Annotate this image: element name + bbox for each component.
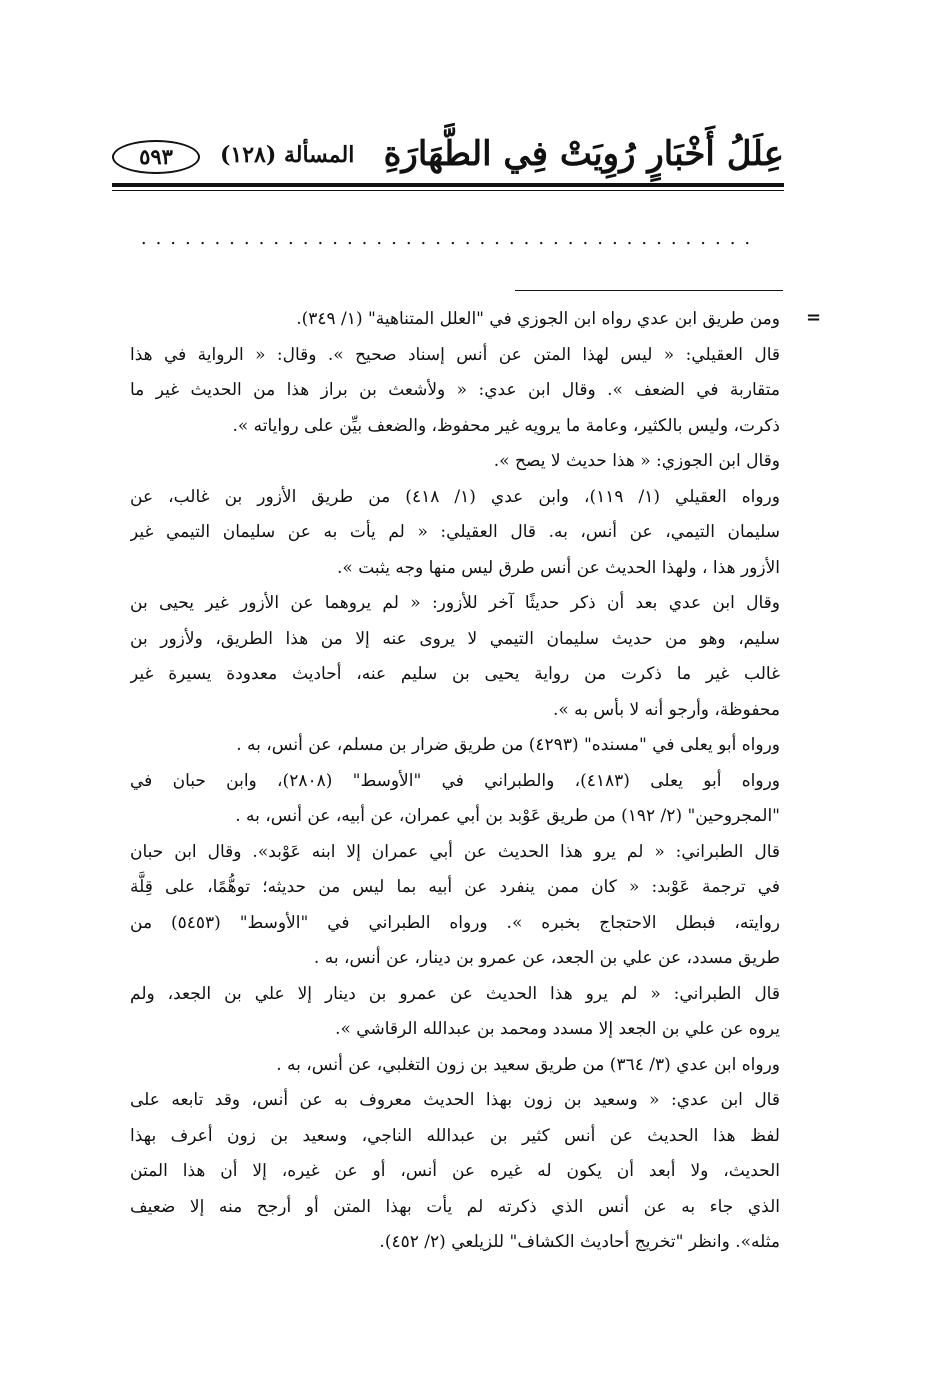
footnote-rule	[515, 290, 783, 291]
text-line: وقال ابن عدي بعد أن ذكر حديثًا آخر للأزور: « لم يروهما عن الأزور غير يحيى بن	[130, 593, 780, 613]
text-line: ذكرت، وليس بالكثير، وعامة ما يرويه غير محفوظ، والضعف بيِّن على رواياته ».	[232, 415, 780, 436]
issue-number: المسألة (١٢٨)	[220, 142, 355, 168]
text-line: سليمان التيمي، عن أنس، به. قال العقيلي: « لم يأت به عن سليمان التيمي غير	[130, 522, 780, 542]
text-line: الذي جاء به عن أنس الذي ذكرته لم يأت بهذا المتن أو أرجح منه إلا ضعيف	[130, 1196, 780, 1217]
text-line: قال ابن عدي: « وسعيد بن زون بهذا الحديث معروف به عن أنس، وقد تابعه على	[130, 1090, 780, 1110]
text-line: روايته، فبطل الاحتجاج بخبره ». ورواه الطبراني في "الأوسط" (٥٤٥٣) من	[130, 912, 780, 933]
text-line: وقال ابن الجوزي: « هذا حديث لا يصح ».	[493, 451, 780, 471]
text-line: الحديث، ولا أبعد أن يكون له غيره عن أنس، أو عن غيره، إلا أن هذا المتن	[130, 1161, 780, 1181]
text-line: قال الطبراني: « لم يرو هذا الحديث عن عمرو بن دينار إلا علي بن الجعد، ولم	[130, 983, 780, 1004]
text-line: محفوظة، وأرجو أنه لا بأس به ».	[552, 699, 780, 720]
book-title: عِلَلُ أَخْبَارٍ رُوِيَتْ فِي الطَّهَارَةِ	[383, 134, 784, 174]
text-line: ومن طريق ابن عدي رواه ابن الجوزي في "العلل المتناهية" (١/ ٣٤٩).	[296, 309, 780, 329]
text-line: ورواه أبو يعلى في "مسنده" (٤٢٩٣) من طريق ضرار بن مسلم، عن أنس، به .	[236, 735, 780, 755]
text-line: الأزور هذا ، ولهذا الحديث عن أنس طرق ليس منها وجه يثبت ».	[337, 557, 780, 578]
footnote-continuation-marker: =	[806, 307, 822, 328]
text-line: قال العقيلي: « ليس لهذا المتن عن أنس إسناد صحيح ». وقال: « الرواية في هذا	[130, 344, 780, 365]
separator-dots: ..........................................	[140, 228, 760, 249]
page-number: ٥٩٣	[112, 140, 200, 174]
text-line: غالب غير ما ذكرت من رواية يحيى بن سليم عنه، أحاديث معدودة يسيرة غير	[130, 664, 780, 684]
text-line: "المجروحين" (٢/ ١٩٢) من طريق عَوْبد بن أبي عمران، عن أبيه، عن أنس، به .	[235, 806, 780, 826]
text-line: ورواه العقيلي (١/ ١١٩)، وابن عدي (١/ ٤١٨) من طريق الأزور بن غالب، عن	[130, 486, 780, 507]
footnote-body	[130, 302, 780, 1261]
text-line: متقاربة في الضعف ». وقال ابن عدي: « ولأشعث بن براز هذا من الحديث غير ما	[130, 380, 780, 400]
page-header	[112, 132, 784, 180]
text-line: ورواه ابن عدي (٣/ ٣٦٤) من طريق سعيد بن زون التغلبي، عن أنس، به .	[276, 1054, 780, 1075]
text-line: يروه عن علي بن الجعد إلا مسدد ومحمد بن عبدالله الرقاشي ».	[335, 1019, 780, 1039]
text-line: لفظ هذا الحديث عن أنس كثير بن عبدالله الناجي، وسعيد بن زون أعرف بهذا	[130, 1125, 780, 1146]
text-line: مثله». وانظر "تخريج أحاديث الكشاف" للزيلعي (٢/ ٤٥٢).	[379, 1232, 780, 1252]
header-rule-thin	[112, 190, 784, 191]
header-rule-thick	[112, 183, 784, 187]
text-line: في ترجمة عَوْبد: « كان ممن ينفرد عن أبيه بما ليس من حديثه؛ توهُّمًا، على قِلَّة	[130, 877, 780, 897]
text-line: قال الطبراني: « لم يرو هذا الحديث عن أبي عمران إلا ابنه عَوْبد». وقال ابن حبان	[130, 841, 780, 862]
text-line: سليم، وهو من حديث سليمان التيمي لا يروى عنه إلا من هذا الطريق، ولأزور بن	[130, 628, 780, 649]
text-line: ورواه أبو يعلى (٤١٨٣)، والطبراني في "الأوسط" (٢٨٠٨)، وابن حبان في	[130, 770, 780, 791]
text-line: طريق مسدد، عن علي بن الجعد، عن عمرو بن دينار، عن أنس، به .	[313, 948, 780, 968]
